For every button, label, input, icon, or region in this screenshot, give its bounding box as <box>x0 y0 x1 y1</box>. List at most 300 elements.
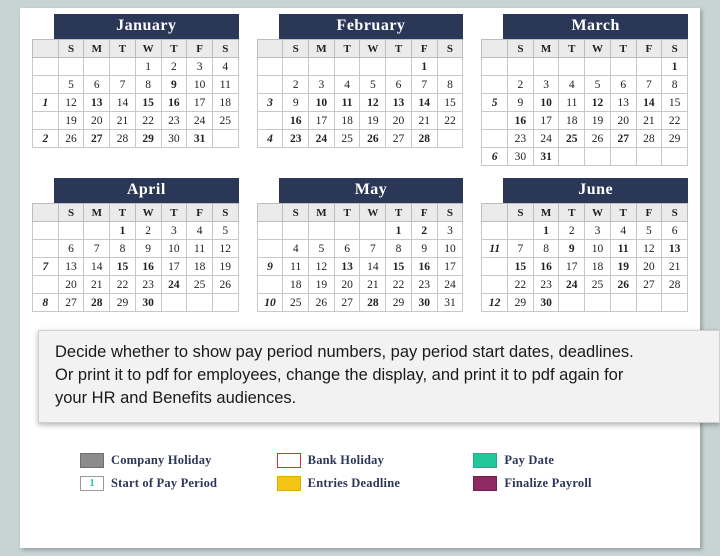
legend-label: Entries Deadline <box>307 476 401 490</box>
day-cell[interactable]: 2 <box>161 58 187 76</box>
day-cell[interactable]: 6 <box>334 240 360 258</box>
day-cell[interactable]: 16 <box>508 112 534 130</box>
day-cell[interactable]: 1 <box>135 58 161 76</box>
month-title: February <box>279 14 464 39</box>
pay-period-number: 5 <box>482 94 508 112</box>
day-cell[interactable]: 4 <box>610 222 636 240</box>
day-cell-empty <box>161 294 187 312</box>
week-row <box>257 294 463 312</box>
day-cell[interactable]: 14 <box>360 258 386 276</box>
weekday-header: S <box>662 204 688 222</box>
day-cell[interactable]: 13 <box>386 94 412 112</box>
pay-period-start-swatch: 1 <box>80 476 104 491</box>
day-cell[interactable]: 12 <box>585 94 611 112</box>
day-cell[interactable]: 10 <box>309 94 335 112</box>
day-cell[interactable]: 25 <box>283 294 309 312</box>
day-cell[interactable]: 18 <box>559 112 585 130</box>
day-cell-empty <box>559 58 585 76</box>
day-cell[interactable]: 30 <box>508 148 534 166</box>
day-cell[interactable]: 19 <box>212 258 238 276</box>
day-cell[interactable]: 11 <box>559 94 585 112</box>
day-cell[interactable]: 9 <box>283 94 309 112</box>
day-cell[interactable]: 10 <box>437 240 463 258</box>
day-cell-empty <box>559 294 585 312</box>
month-block <box>32 14 239 166</box>
day-cell[interactable]: 24 <box>559 276 585 294</box>
day-cell[interactable]: 25 <box>212 112 238 130</box>
day-cell[interactable]: 27 <box>58 294 84 312</box>
day-cell-empty <box>610 58 636 76</box>
day-cell-empty <box>58 222 84 240</box>
day-cell[interactable]: 2 <box>411 222 437 240</box>
weekday-header: T <box>110 40 136 58</box>
day-cell[interactable]: 22 <box>437 112 463 130</box>
day-cell[interactable]: 15 <box>386 258 412 276</box>
day-cell[interactable]: 23 <box>533 276 559 294</box>
week-row <box>482 130 688 148</box>
day-cell[interactable]: 13 <box>610 94 636 112</box>
pay-period-number <box>482 258 508 276</box>
day-cell[interactable]: 9 <box>559 240 585 258</box>
day-cell[interactable]: 16 <box>135 258 161 276</box>
day-cell[interactable]: 26 <box>58 130 84 148</box>
day-cell[interactable]: 3 <box>585 222 611 240</box>
day-cell[interactable]: 8 <box>386 240 412 258</box>
calendar-sheet <box>20 8 700 548</box>
day-cell[interactable]: 1 <box>533 222 559 240</box>
weekday-header: S <box>662 40 688 58</box>
day-cell[interactable]: 30 <box>411 294 437 312</box>
day-cell[interactable]: 19 <box>360 112 386 130</box>
day-cell[interactable]: 5 <box>309 240 335 258</box>
pay-period-number: 8 <box>33 294 59 312</box>
day-cell[interactable]: 16 <box>411 258 437 276</box>
day-cell-empty <box>610 294 636 312</box>
day-cell[interactable]: 6 <box>84 76 110 94</box>
week-row <box>482 294 688 312</box>
day-cell[interactable]: 14 <box>110 94 136 112</box>
finalize-payroll-swatch <box>473 476 497 491</box>
day-cell-empty <box>309 58 335 76</box>
day-cell[interactable]: 6 <box>610 76 636 94</box>
day-cell-empty <box>187 294 213 312</box>
week-row <box>33 222 239 240</box>
day-cell[interactable]: 10 <box>161 240 187 258</box>
day-cell[interactable]: 19 <box>58 112 84 130</box>
day-cell[interactable]: 5 <box>360 76 386 94</box>
day-cell[interactable]: 1 <box>386 222 412 240</box>
weekday-header: T <box>386 204 412 222</box>
week-row <box>482 276 688 294</box>
weekday-header: F <box>411 40 437 58</box>
day-cell-empty <box>559 148 585 166</box>
legend-label: Pay Date <box>504 453 555 467</box>
day-cell[interactable]: 17 <box>187 94 213 112</box>
weekday-header: S <box>58 40 84 58</box>
weekday-header: F <box>411 204 437 222</box>
day-cell[interactable]: 13 <box>84 94 110 112</box>
week-row <box>257 94 463 112</box>
day-cell[interactable]: 29 <box>110 294 136 312</box>
day-cell[interactable]: 29 <box>135 130 161 148</box>
pay-period-number <box>33 112 59 130</box>
day-cell[interactable]: 24 <box>161 276 187 294</box>
day-cell[interactable]: 11 <box>334 94 360 112</box>
day-cell[interactable]: 30 <box>533 294 559 312</box>
weekday-header: S <box>283 204 309 222</box>
day-cell[interactable]: 10 <box>187 76 213 94</box>
weekday-header: T <box>110 204 136 222</box>
callout-line-2: Or print it to pdf for employees, change the display, and print it to pdf again for <box>55 366 624 384</box>
legend-label: Start of Pay Period <box>111 476 218 490</box>
weekday-header: M <box>533 40 559 58</box>
weekday-header: T <box>161 40 187 58</box>
day-cell[interactable]: 22 <box>508 276 534 294</box>
day-cell[interactable]: 9 <box>161 76 187 94</box>
pay-period-number: 9 <box>257 258 283 276</box>
legend-label: Company Holiday <box>111 453 212 467</box>
day-cell[interactable]: 23 <box>508 130 534 148</box>
weekday-header: T <box>610 40 636 58</box>
day-cell-empty <box>334 58 360 76</box>
day-cell[interactable]: 22 <box>386 276 412 294</box>
day-cell-empty <box>636 58 662 76</box>
day-cell-empty <box>386 58 412 76</box>
day-cell[interactable]: 15 <box>662 94 688 112</box>
day-cell[interactable]: 26 <box>585 130 611 148</box>
weekday-header: S <box>58 204 84 222</box>
day-cell[interactable]: 2 <box>559 222 585 240</box>
day-cell[interactable]: 8 <box>533 240 559 258</box>
week-row <box>482 240 688 258</box>
day-cell[interactable]: 25 <box>559 130 585 148</box>
month-table <box>257 203 464 312</box>
day-cell[interactable]: 20 <box>58 276 84 294</box>
day-cell[interactable]: 23 <box>283 130 309 148</box>
day-cell[interactable]: 16 <box>161 94 187 112</box>
day-cell[interactable]: 22 <box>135 112 161 130</box>
day-cell-empty <box>662 294 688 312</box>
day-cell[interactable]: 2 <box>283 76 309 94</box>
day-cell-empty <box>360 58 386 76</box>
day-cell[interactable]: 1 <box>110 222 136 240</box>
month-block <box>481 14 688 166</box>
week-row <box>33 58 239 76</box>
day-cell[interactable]: 5 <box>212 222 238 240</box>
day-cell[interactable]: 20 <box>636 258 662 276</box>
day-cell[interactable]: 16 <box>533 258 559 276</box>
weekday-header: M <box>84 40 110 58</box>
day-cell[interactable]: 12 <box>309 258 335 276</box>
day-cell[interactable]: 8 <box>437 76 463 94</box>
day-cell-empty <box>585 148 611 166</box>
day-cell[interactable]: 14 <box>411 94 437 112</box>
day-cell[interactable]: 28 <box>636 130 662 148</box>
day-cell[interactable]: 15 <box>508 258 534 276</box>
day-cell[interactable]: 6 <box>58 240 84 258</box>
day-cell[interactable]: 6 <box>662 222 688 240</box>
day-cell[interactable]: 9 <box>508 94 534 112</box>
day-cell[interactable]: 14 <box>636 94 662 112</box>
day-cell[interactable]: 22 <box>110 276 136 294</box>
day-cell[interactable]: 3 <box>161 222 187 240</box>
day-cell[interactable]: 18 <box>334 112 360 130</box>
day-cell-empty <box>84 222 110 240</box>
day-cell[interactable]: 26 <box>309 294 335 312</box>
day-cell-empty <box>636 294 662 312</box>
day-cell[interactable]: 21 <box>662 258 688 276</box>
day-cell[interactable]: 28 <box>662 276 688 294</box>
day-cell-empty <box>283 58 309 76</box>
day-cell[interactable]: 18 <box>212 94 238 112</box>
day-cell[interactable]: 28 <box>84 294 110 312</box>
day-cell[interactable]: 7 <box>508 240 534 258</box>
weekday-header: M <box>309 40 335 58</box>
day-cell[interactable]: 19 <box>610 258 636 276</box>
day-cell[interactable]: 4 <box>559 76 585 94</box>
week-row <box>257 240 463 258</box>
day-cell[interactable]: 18 <box>585 258 611 276</box>
day-cell[interactable]: 20 <box>334 276 360 294</box>
day-cell[interactable]: 5 <box>636 222 662 240</box>
weekday-header: F <box>636 40 662 58</box>
day-cell[interactable]: 26 <box>610 276 636 294</box>
legend-item <box>277 453 464 468</box>
week-row <box>257 58 463 76</box>
week-row <box>33 76 239 94</box>
day-cell[interactable]: 8 <box>135 76 161 94</box>
legend-item <box>80 453 267 468</box>
day-cell[interactable]: 31 <box>187 130 213 148</box>
day-cell[interactable]: 6 <box>386 76 412 94</box>
day-cell[interactable]: 5 <box>585 76 611 94</box>
month-title: March <box>503 14 688 39</box>
day-cell[interactable]: 28 <box>110 130 136 148</box>
day-cell[interactable]: 25 <box>585 276 611 294</box>
day-cell[interactable]: 24 <box>309 130 335 148</box>
day-cell[interactable]: 31 <box>533 148 559 166</box>
day-cell[interactable]: 26 <box>212 276 238 294</box>
day-cell[interactable]: 10 <box>533 94 559 112</box>
week-row <box>257 222 463 240</box>
month-title: May <box>279 178 464 203</box>
day-cell[interactable]: 24 <box>533 130 559 148</box>
day-cell-empty <box>508 222 534 240</box>
day-cell[interactable]: 17 <box>437 258 463 276</box>
pay-period-number: 4 <box>257 130 283 148</box>
day-cell[interactable]: 10 <box>585 240 611 258</box>
weekday-header: F <box>187 40 213 58</box>
day-cell[interactable]: 31 <box>437 294 463 312</box>
day-cell[interactable]: 16 <box>283 112 309 130</box>
day-cell[interactable]: 19 <box>309 276 335 294</box>
callout-line-1: Decide whether to show pay period numbers, pay period start dates, deadlines. <box>55 343 634 361</box>
pay-period-number: 12 <box>482 294 508 312</box>
day-cell[interactable]: 5 <box>58 76 84 94</box>
day-cell[interactable]: 8 <box>662 76 688 94</box>
week-row <box>33 94 239 112</box>
day-cell[interactable]: 27 <box>334 294 360 312</box>
pay-period-number: 1 <box>33 94 59 112</box>
day-cell[interactable]: 17 <box>559 258 585 276</box>
day-cell-empty <box>662 148 688 166</box>
weekday-header: T <box>559 204 585 222</box>
month-table <box>32 39 239 148</box>
pay-period-column-header <box>482 204 508 222</box>
day-cell[interactable]: 21 <box>84 276 110 294</box>
day-cell[interactable]: 17 <box>309 112 335 130</box>
day-cell[interactable]: 21 <box>636 112 662 130</box>
day-cell[interactable]: 20 <box>84 112 110 130</box>
day-cell[interactable]: 28 <box>411 130 437 148</box>
day-cell[interactable]: 25 <box>334 130 360 148</box>
day-cell[interactable]: 30 <box>135 294 161 312</box>
day-cell[interactable]: 7 <box>84 240 110 258</box>
day-cell[interactable]: 3 <box>437 222 463 240</box>
day-cell[interactable]: 22 <box>662 112 688 130</box>
day-cell[interactable]: 7 <box>636 76 662 94</box>
weekday-header: W <box>135 204 161 222</box>
legend-item <box>80 476 267 491</box>
day-cell[interactable]: 29 <box>508 294 534 312</box>
weekday-header: T <box>559 40 585 58</box>
day-cell[interactable]: 13 <box>334 258 360 276</box>
week-row <box>482 148 688 166</box>
day-cell[interactable]: 27 <box>636 276 662 294</box>
bank-holiday-swatch <box>277 453 301 468</box>
day-cell[interactable]: 24 <box>437 276 463 294</box>
entries-deadline-swatch <box>277 476 301 491</box>
day-cell[interactable]: 21 <box>360 276 386 294</box>
day-cell[interactable]: 21 <box>411 112 437 130</box>
day-cell[interactable]: 27 <box>84 130 110 148</box>
day-cell[interactable]: 30 <box>161 130 187 148</box>
pay-period-number <box>482 130 508 148</box>
pay-period-number <box>33 276 59 294</box>
day-cell[interactable]: 4 <box>187 222 213 240</box>
week-row <box>33 258 239 276</box>
day-cell[interactable]: 3 <box>533 76 559 94</box>
day-cell[interactable]: 11 <box>610 240 636 258</box>
week-row <box>482 222 688 240</box>
day-cell[interactable]: 12 <box>360 94 386 112</box>
day-cell-empty <box>212 130 238 148</box>
day-cell[interactable]: 8 <box>110 240 136 258</box>
day-cell[interactable]: 20 <box>386 112 412 130</box>
day-cell[interactable]: 4 <box>283 240 309 258</box>
week-row <box>33 112 239 130</box>
callout-line-3: your HR and Benefits audiences. <box>55 389 297 407</box>
day-cell[interactable]: 12 <box>636 240 662 258</box>
day-cell[interactable]: 7 <box>360 240 386 258</box>
day-cell[interactable]: 9 <box>411 240 437 258</box>
day-cell[interactable]: 23 <box>135 276 161 294</box>
pay-period-column-header <box>33 204 59 222</box>
day-cell[interactable]: 15 <box>110 258 136 276</box>
day-cell[interactable]: 29 <box>662 130 688 148</box>
day-cell[interactable]: 15 <box>135 94 161 112</box>
day-cell[interactable]: 11 <box>187 240 213 258</box>
day-cell[interactable]: 26 <box>360 130 386 148</box>
day-cell[interactable]: 1 <box>662 58 688 76</box>
weekday-header: T <box>334 204 360 222</box>
day-cell[interactable]: 23 <box>161 112 187 130</box>
month-title: June <box>503 178 688 203</box>
day-cell[interactable]: 28 <box>360 294 386 312</box>
day-cell[interactable]: 4 <box>212 58 238 76</box>
day-cell-empty <box>533 58 559 76</box>
day-cell[interactable]: 13 <box>662 240 688 258</box>
weekday-header: W <box>585 40 611 58</box>
day-cell[interactable]: 14 <box>84 258 110 276</box>
day-cell[interactable]: 9 <box>135 240 161 258</box>
pay-period-column-header <box>33 40 59 58</box>
weekday-header: T <box>610 204 636 222</box>
pay-period-number: 10 <box>257 294 283 312</box>
day-cell[interactable]: 18 <box>187 258 213 276</box>
weekday-header: M <box>84 204 110 222</box>
weekday-header: F <box>636 204 662 222</box>
day-cell[interactable]: 3 <box>187 58 213 76</box>
weekday-header: F <box>187 204 213 222</box>
day-cell[interactable]: 19 <box>585 112 611 130</box>
pay-period-number <box>257 222 283 240</box>
weekday-header: M <box>533 204 559 222</box>
legend-label: Finalize Payroll <box>504 476 592 490</box>
day-cell[interactable]: 4 <box>334 76 360 94</box>
day-cell[interactable]: 2 <box>135 222 161 240</box>
day-cell[interactable]: 27 <box>386 130 412 148</box>
month-block <box>32 178 239 312</box>
day-cell[interactable]: 17 <box>161 258 187 276</box>
day-cell[interactable]: 1 <box>411 58 437 76</box>
weekday-header: T <box>161 204 187 222</box>
day-cell[interactable]: 11 <box>212 76 238 94</box>
day-cell[interactable]: 13 <box>58 258 84 276</box>
day-cell[interactable]: 25 <box>187 276 213 294</box>
day-cell[interactable]: 7 <box>110 76 136 94</box>
pay-period-number <box>482 58 508 76</box>
day-cell-empty <box>58 58 84 76</box>
day-cell[interactable]: 12 <box>212 240 238 258</box>
day-cell[interactable]: 11 <box>283 258 309 276</box>
legend-label: Bank Holiday <box>307 453 385 467</box>
week-row <box>257 130 463 148</box>
pay-period-number <box>33 240 59 258</box>
pay-period-number <box>257 240 283 258</box>
day-cell[interactable]: 27 <box>610 130 636 148</box>
day-cell[interactable]: 2 <box>508 76 534 94</box>
day-cell-empty <box>610 148 636 166</box>
day-cell[interactable]: 15 <box>437 94 463 112</box>
weekday-header: T <box>334 40 360 58</box>
day-cell[interactable]: 23 <box>411 276 437 294</box>
day-cell[interactable]: 20 <box>610 112 636 130</box>
week-row <box>257 112 463 130</box>
pay-period-number <box>33 58 59 76</box>
day-cell[interactable]: 12 <box>58 94 84 112</box>
day-cell[interactable]: 21 <box>110 112 136 130</box>
day-cell[interactable]: 7 <box>411 76 437 94</box>
day-cell[interactable]: 17 <box>533 112 559 130</box>
day-cell[interactable]: 24 <box>187 112 213 130</box>
day-cell[interactable]: 29 <box>386 294 412 312</box>
day-cell-empty <box>212 294 238 312</box>
day-cell-empty <box>309 222 335 240</box>
day-cell[interactable]: 18 <box>283 276 309 294</box>
day-cell[interactable]: 3 <box>309 76 335 94</box>
pay-date-swatch <box>473 453 497 468</box>
